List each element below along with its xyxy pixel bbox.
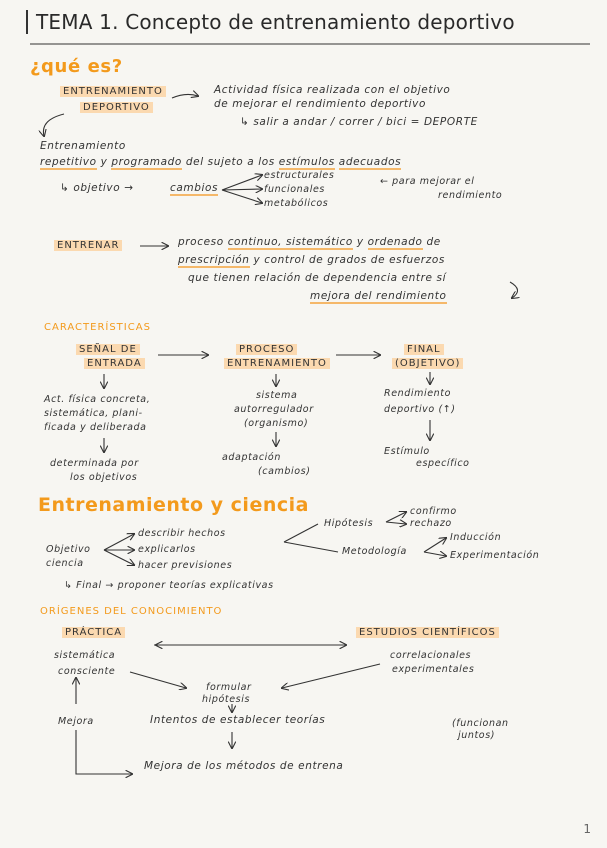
arrow-mejora-metodos [76,730,132,774]
term-entrenamiento: ENTRENAMIENTO [60,86,166,97]
funcionan-l2: juntos) [458,730,496,741]
box-entrada: ENTRADA [84,358,145,369]
page-title: TEMA 1. Concepto de entrenamiento deportivo [26,10,515,34]
hip-rechazo: rechazo [410,518,452,529]
page-number: 1 [583,822,591,836]
def2-repetitivo: repetitivo [40,156,97,168]
origen-practica: PRÁCTICA [62,627,125,638]
practica-sistematica: sistemática [54,650,116,661]
arrow-def1 [172,94,198,98]
arrow-funcionales [222,189,262,190]
branch-hipotesis [284,524,318,542]
term-deportivo: DEPORTIVO [80,102,153,113]
entrenar-proceso: proceso [178,236,224,248]
arrow-confirmo [386,512,406,522]
estudios-correlacionales: correlacionales [390,650,472,661]
c2-line2: autorregulador [234,404,314,415]
def2-y: y [100,156,108,168]
box-proceso: PROCESO [236,344,297,355]
entrenar-continuo: continuo, sistemático [227,236,353,248]
c3-line4: específico [416,458,470,469]
entrenar-control: y control de grados de esfuerzos [253,254,445,266]
ciencia-metodologia: Metodología [342,546,407,557]
arrow-experimentacion [424,552,446,556]
c1-line1: Act. física concreta, [44,394,151,405]
cambio-estructurales: estructurales [264,170,335,181]
c2-line1: sistema [256,390,298,401]
objetivo-ciencia-l1: Objetivo [46,544,91,555]
ciencia-hipotesis: Hipótesis [324,518,374,529]
c2-line3: (organismo) [244,418,309,429]
cambio-funcionales: funcionales [264,184,325,195]
c3-line1: Rendimiento [384,388,452,399]
def1-desc-line1: Actividad física realizada con el objetivo [214,84,451,96]
hipotesis: hipótesis [202,694,251,705]
def2-adecuados: adecuados [338,156,402,168]
arrow-estudios-hipotesis [282,664,380,688]
c3-line2: deportivo (↑) [384,404,456,415]
met-experimentacion: Experimentación [450,550,540,561]
branch-metodologia [284,542,338,552]
term-entrenar: ENTRENAR [54,240,122,251]
ciencia-heading: Entrenamiento y ciencia [38,494,309,516]
def2-objetivo: ↳ objetivo → [60,182,134,194]
def2-estimulos: estímulos [278,156,335,168]
ciencia-final: ↳ Final → proponer teorías explicativas [64,580,274,591]
caracteristicas-heading: CARACTERÍSTICAS [44,322,151,333]
box-senal: SEÑAL DE [76,344,140,355]
origen-estudios: ESTUDIOS CIENTÍFICOS [356,627,499,638]
entrenar-prescripcion: prescripción [178,254,250,266]
practica-consciente: consciente [58,666,116,677]
entrenar-line3: que tienen relación de dependencia entre sí [188,272,447,284]
entrenar-y: y [356,236,364,248]
arrow-practica-hipotesis [130,672,186,688]
ciencia-explicarlos: explicarlos [138,544,196,555]
para-mejorar-line1: ← para mejorar el [380,176,475,187]
def1-sub: ↳ salir a andar / correr / bici = DEPORTE [240,116,478,128]
entrenar-ordenado: ordenado [367,236,423,248]
arrow-prever [104,550,134,565]
intentos-teorias: Intentos de establecer teorías [150,714,326,726]
arrow-metabolicos [222,190,262,203]
c2-line5: (cambios) [258,466,311,477]
c2-line4: adaptación [222,452,281,463]
para-mejorar-line2: rendimiento [438,190,503,201]
objetivo-ciencia-l2: ciencia [46,558,84,569]
ciencia-describir: describir hechos [138,528,226,539]
c1-line2: sistemática, plani- [44,408,143,419]
c1-line4: determinada por [50,458,139,469]
box-objetivo: (OBJETIVO) [392,358,463,369]
met-induccion: Inducción [450,532,502,543]
mejora-metodos: Mejora de los métodos de entrena [144,760,344,772]
arrow-describir [104,534,134,550]
def1-desc-line2: de mejorar el rendimiento deportivo [214,98,426,110]
box-entrenamiento: ENTRENAMIENTO [224,358,330,369]
hip-confirmo: confirmo [410,506,457,517]
funcionan-l1: (funcionan [452,718,509,729]
cambio-metabolicos: metabólicos [264,198,329,209]
c1-line3: ficada y deliberada [44,422,147,433]
arrow-curve [510,282,518,298]
arrow-rechazo [386,522,406,524]
c3-line3: Estímulo [384,446,430,457]
box-final: FINAL [404,344,444,355]
entrenar-de: de [426,236,441,248]
question-heading: ¿qué es? [30,56,123,77]
origen-mejora: Mejora [58,716,94,727]
def2-cambios: cambios [170,182,219,194]
estudios-experimentales: experimentales [392,664,475,675]
c1-line5: los objetivos [70,472,138,483]
arrow-def1-down [43,114,64,136]
def2-line1: Entrenamiento [40,140,126,152]
formular: formular [206,682,252,693]
arrow-estructurales [222,175,262,190]
ciencia-previsiones: hacer previsiones [138,560,233,571]
def2-programado: programado [111,156,182,168]
def2-del-sujeto: del sujeto a los [185,156,275,168]
arrow-induccion [424,538,446,552]
origenes-heading: ORÍGENES DEL CONOCIMIENTO [40,606,223,617]
entrenar-mejora: mejora del rendimiento [310,290,447,302]
